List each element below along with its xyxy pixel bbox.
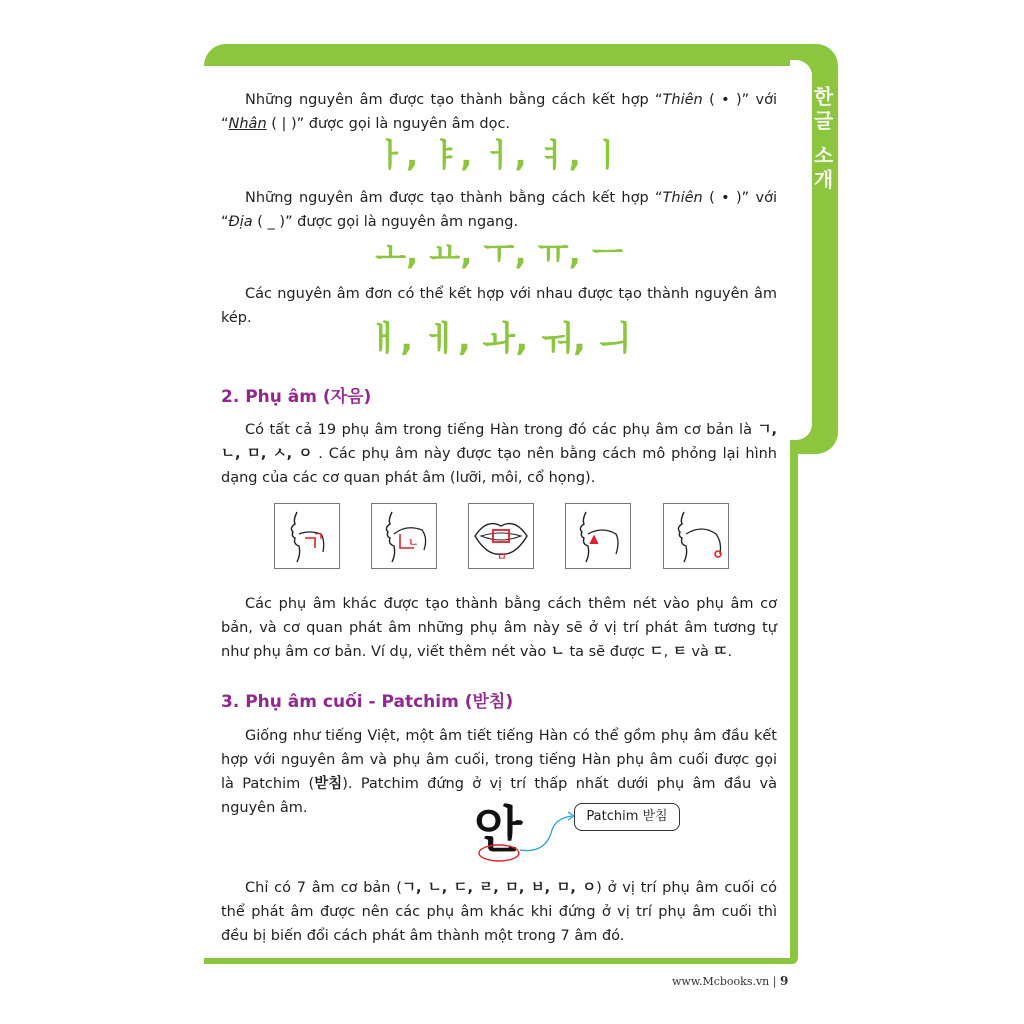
text-korean: ㄷ (649, 644, 664, 660)
image-letter: ㄱ (313, 530, 324, 543)
paragraph-consonants (221, 418, 777, 490)
text: ( _ )” được gọi là nguyên âm ngang. (252, 214, 519, 230)
text: ( • )” với “ (221, 92, 778, 132)
text: ). Patchim đứng ở vị trí thấp nhất dưới phụ âm đầu và nguyên âm. (221, 776, 777, 816)
text-thien: Thiên (662, 92, 703, 108)
text: và (686, 644, 714, 660)
patchim-callout: Patchim 받침 (574, 803, 680, 831)
text: ( | )” được gọi là nguyên âm dọc. (266, 116, 511, 132)
text: ( • )” với “ (221, 190, 778, 230)
mouth-giyeok-icon (274, 503, 340, 569)
paragraph-horizontal-vowels (221, 186, 777, 234)
text: Các nguyên âm đơn có thể kết hợp với nhau được tạo thành nguyên âm kép. (221, 286, 777, 326)
footer-site: www.Mcbooks.vn (672, 975, 770, 988)
footer (672, 974, 788, 988)
text: Có tất cả 19 phụ âm trong tiếng Hàn trong đó các phụ âm cơ bản là (245, 422, 758, 438)
section-title-patchim: 3. Phụ âm cuối - Patchim (받침) (221, 692, 514, 712)
text: . (727, 644, 733, 660)
horizontal-vowels: ㅗ, ㅛ, ㅜ, ㅠ, ㅡ (375, 234, 623, 272)
text: Giống như tiếng Việt, một âm tiết tiếng Hàn có thể gồm phụ âm đầu kết hợp với nguyên âm và phụ âm cuối, trong tiếng Hàn phụ âm cuối được gọi là Patchim ( (221, 728, 777, 792)
vertical-vowels: ㅏ, ㅑ, ㅓ, ㅕ, ㅣ (375, 136, 623, 174)
text: ta sẽ được (564, 644, 650, 660)
text-thien: Thiên (662, 190, 703, 206)
section-title-consonants: 2. Phụ âm (자음) (221, 387, 372, 407)
image-letter: ㄴ (408, 536, 419, 549)
mouth-nieun-icon (371, 503, 437, 569)
page-frame-top (204, 44, 836, 66)
page-frame-bottom (204, 958, 798, 964)
text-korean: 받침 (314, 776, 343, 792)
text: Các phụ âm khác được tạo thành bằng cách thêm nét vào phụ âm cơ bản, và cơ quan phát âm những phụ âm này sẽ ở vị trí phát âm tương tự như phụ âm cơ bản. Ví dụ, viết thêm nét vào (221, 596, 777, 660)
text: ) ở vị trí phụ âm cuối có thể phát âm được nên các phụ âm khác khi đứng ở vị trí phụ âm cuối thì đều bị biến đổi cách phát âm thành một trong 7 âm đó. (221, 880, 778, 944)
paragraph-derived-consonants (221, 592, 777, 664)
paragraph-final-sounds (221, 876, 777, 948)
mouth-siot-icon (565, 503, 631, 569)
text: , (663, 644, 673, 660)
text: Chỉ có 7 âm cơ bản ( (245, 880, 402, 896)
text-korean: ㄸ (713, 644, 728, 660)
text: Những nguyên âm được tạo thành bằng cách kết hợp “ (245, 190, 663, 206)
side-tab-label: 한글 소개 (810, 86, 834, 193)
text-korean: ㄱ, ㄴ, ㄷ, ㄹ, ㅁ, ㅂ, ㅁ, ㅇ (401, 880, 597, 896)
image-letter: ㅁ (497, 552, 507, 563)
page-number: 9 (779, 974, 789, 988)
text: Những nguyên âm được tạo thành bằng cách kết hợp “ (245, 92, 663, 108)
text-dia: Địa (228, 214, 253, 230)
footer-separator: | (772, 975, 777, 988)
paragraph-vertical-vowels (221, 88, 777, 136)
lips-mieum-icon (468, 503, 534, 569)
text-korean: ㄴ (550, 644, 565, 660)
text-korean: ㅌ (672, 644, 687, 660)
throat-ieung-icon (663, 503, 729, 569)
compound-vowels: ㅐ, ㅔ, ㅘ, ㅝ, ㅢ (367, 319, 631, 359)
patchim-arrow-icon (470, 800, 590, 870)
patchim-syllable: 안 (474, 801, 523, 859)
text-basic-consonants: ㄱ, ㄴ, ㅁ, ㅅ, ㅇ (221, 422, 777, 462)
text-nhan: Nhân (228, 116, 267, 132)
text: . Các phụ âm này được tạo nên bằng cách mô phỏng lại hình dạng của các cơ quan phát âm (lưỡi, môi, cổ họng). (221, 446, 777, 486)
